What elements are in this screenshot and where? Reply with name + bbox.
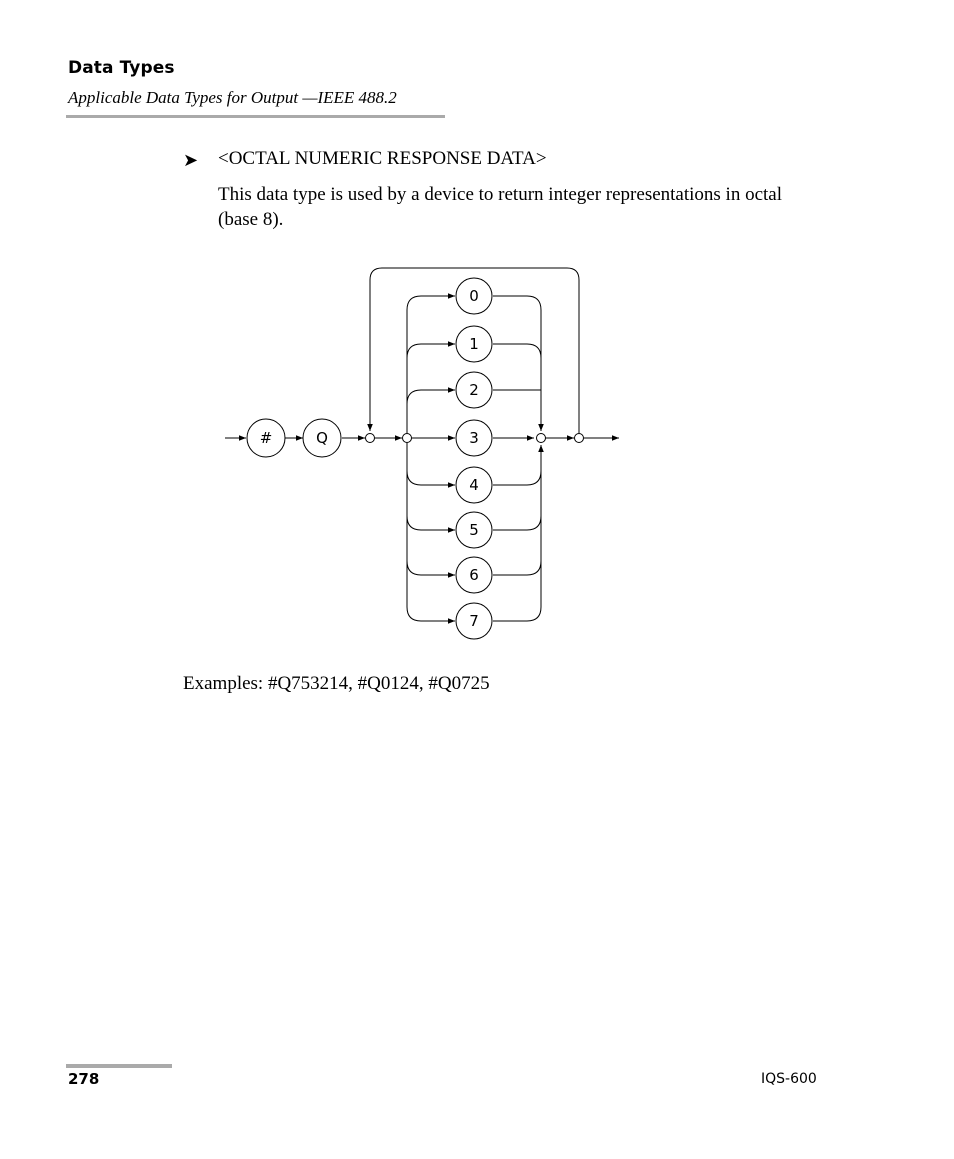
section-title: Data Types: [68, 58, 175, 78]
examples-text: Examples: #Q753214, #Q0124, #Q0725: [183, 673, 490, 694]
section-subtitle: Applicable Data Types for Output —IEEE 488.2: [68, 88, 397, 107]
data-type-description: This data type is used by a device to return integer representations in octal (base 8).: [218, 184, 783, 230]
node-digit-label: 7: [469, 612, 479, 630]
page-number: 278: [68, 1070, 100, 1088]
loop-split-point: [575, 434, 584, 443]
product-name: IQS-600: [761, 1071, 817, 1087]
node-digit-label: 3: [469, 429, 479, 447]
loop-join-point: [366, 434, 375, 443]
node-digit-label: 2: [469, 381, 479, 399]
node-digit-label: 0: [469, 287, 479, 305]
branch-merge-point: [537, 434, 546, 443]
bullet-arrow-icon: ➤: [183, 150, 199, 171]
node-digit-label: 4: [469, 476, 479, 494]
node-digit-label: 5: [469, 521, 479, 539]
node-digit-label: 1: [469, 335, 479, 353]
data-type-heading: <OCTAL NUMERIC RESPONSE DATA>: [218, 148, 547, 169]
node-hash-label: #: [259, 429, 273, 447]
footer-rule: [66, 1064, 172, 1068]
node-q-label: Q: [316, 429, 328, 447]
branch-split-point: [403, 434, 412, 443]
node-digit-label: 6: [469, 566, 479, 584]
